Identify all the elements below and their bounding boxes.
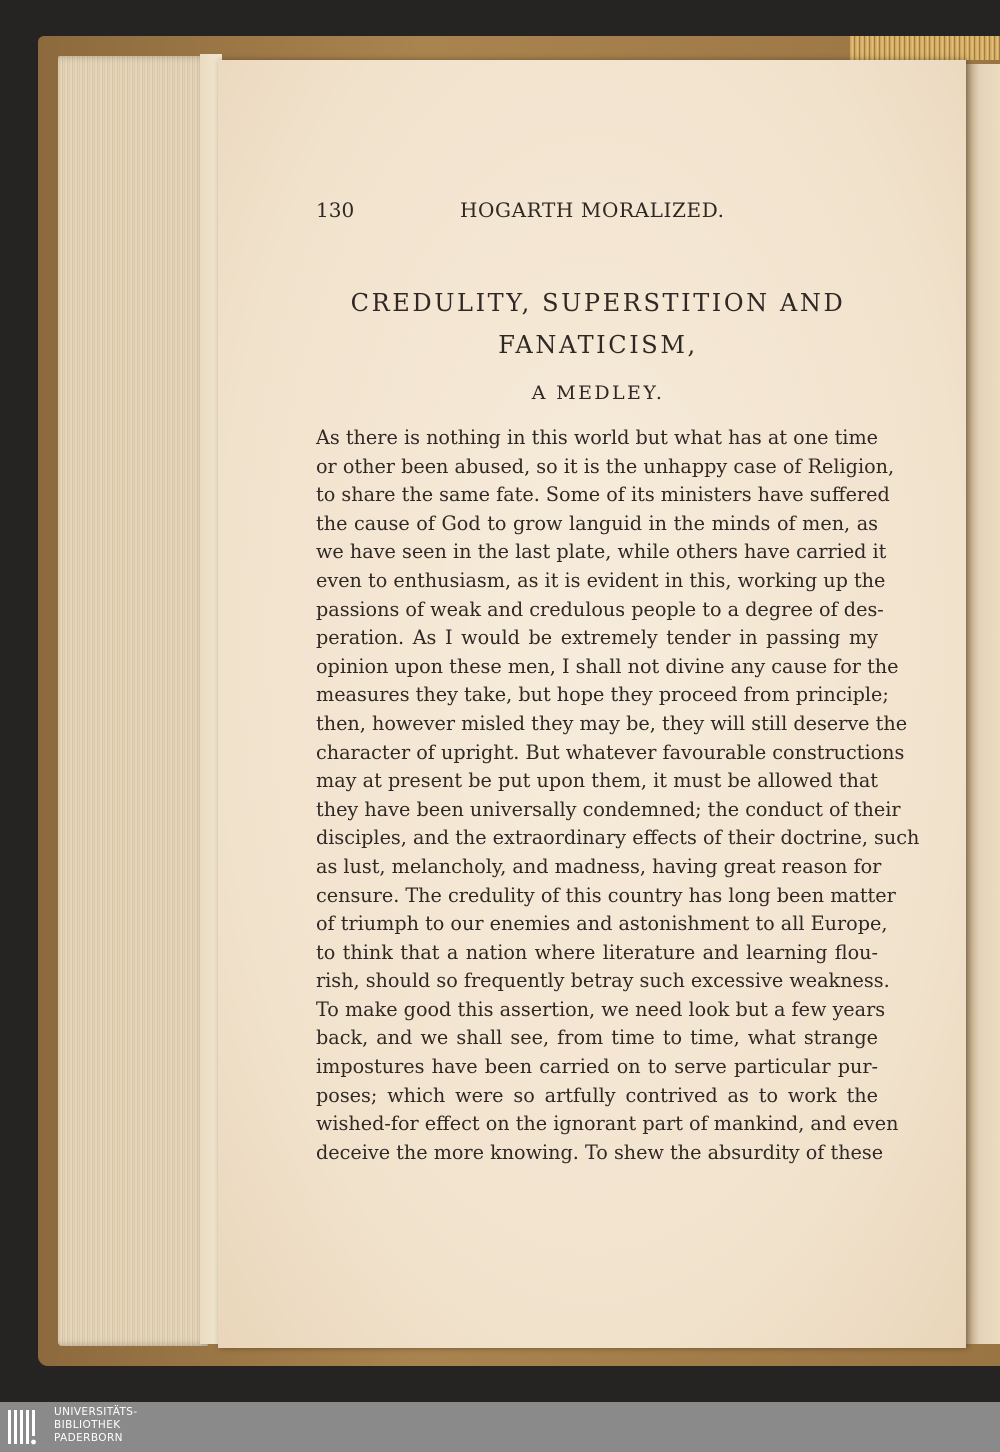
text-line: rish, should so frequently betray such excessive weakness. xyxy=(316,969,890,993)
text-line: then, however misled they may be, they will still deserve the xyxy=(316,711,908,735)
text-line: character of upright. But whatever favourable constructions xyxy=(316,740,905,764)
text-line: they have been universally condemned; the conduct of their xyxy=(316,797,901,821)
text-line: To make good this assertion, we need look but a few years xyxy=(316,997,886,1021)
book-spine-edge xyxy=(850,36,1000,60)
page-edges xyxy=(58,56,208,1346)
university-library-logo-icon xyxy=(6,1408,46,1448)
text-line: As there is nothing in this world but what has at one time xyxy=(316,426,878,449)
chapter-title xyxy=(316,282,880,366)
text-line: impostures have been carried on to serve particular pur- xyxy=(316,1055,878,1079)
text-line: to share the same fate. Some of its ministers have suffered xyxy=(316,483,890,507)
running-title: HOGARTH MORALIZED. xyxy=(460,198,725,222)
text-line: peration. As I would be extremely tender in passing my xyxy=(316,626,878,650)
text-line: may at present be put upon them, it must be allowed that xyxy=(316,769,878,793)
text-line: opinion upon these men, I shall not divine any cause for the xyxy=(316,654,899,678)
chapter-subtitle: A MEDLEY. xyxy=(531,382,665,404)
text-line: measures they take, but hope they proceed from principle; xyxy=(316,683,889,707)
library-footer xyxy=(0,1402,1000,1452)
text-line: censure. The credulity of this country has long been matter xyxy=(316,883,896,907)
text-line: or other been abused, so it is the unhappy case of Religion, xyxy=(316,454,895,478)
chapter-title-line: FANATICISM, xyxy=(498,331,698,359)
body-text xyxy=(316,424,920,1167)
library-name xyxy=(54,1406,138,1445)
library-name-line: PADERBORN xyxy=(54,1432,123,1444)
text-line: to think that a nation where literature and learning flou- xyxy=(316,940,878,964)
chapter-title-line: CREDULITY, SUPERSTITION AND xyxy=(350,289,846,317)
text-line: disciples, and the extraordinary effects of their doctrine, such xyxy=(316,826,920,850)
text-line: back, and we shall see, from time to time, what strange xyxy=(316,1026,878,1050)
text-line: passions of weak and credulous people to a degree of des- xyxy=(316,597,884,621)
text-line: as lust, melancholy, and madness, having great reason for xyxy=(316,854,882,878)
text-line: even to enthusiasm, as it is evident in this, working up the xyxy=(316,568,886,592)
library-name-line: UNIVERSITÄTS- xyxy=(54,1406,138,1418)
library-name-line: BIBLIOTHEK xyxy=(54,1419,121,1431)
facing-page-edge xyxy=(966,64,1000,1344)
page-number: 130 xyxy=(316,198,355,222)
text-line: wished-for effect on the ignorant part of mankind, and even xyxy=(316,1112,899,1136)
text-line: of triumph to our enemies and astonishment to all Europe, xyxy=(316,912,888,936)
text-line: deceive the more knowing. To shew the absurdity of these xyxy=(316,1140,884,1164)
text-line: the cause of God to grow languid in the minds of men, as xyxy=(316,511,878,535)
text-line: we have seen in the last plate, while others have carried it xyxy=(316,540,887,564)
page-header xyxy=(316,198,880,232)
text-line: poses; which were so artfully contrived as to work the xyxy=(316,1083,878,1107)
